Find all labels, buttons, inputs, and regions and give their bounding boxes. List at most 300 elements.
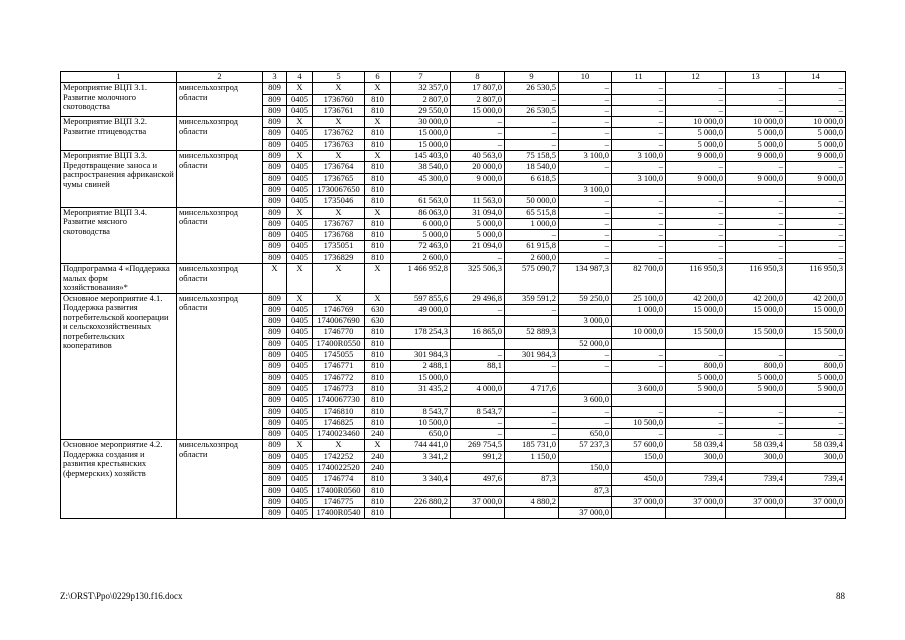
- code-cell: Х: [365, 207, 391, 218]
- code-cell: 0405: [287, 496, 313, 507]
- table-row: [61, 293, 846, 304]
- amount-cell: –: [726, 406, 786, 417]
- code-cell: 1746769: [313, 304, 365, 315]
- column-number: 7: [391, 72, 451, 83]
- amount-cell: –: [726, 350, 786, 361]
- code-cell: 810: [365, 350, 391, 361]
- amount-cell: [786, 508, 846, 519]
- amount-cell: 5 000,0: [391, 230, 451, 241]
- amount-cell: 61 563,0: [391, 196, 451, 207]
- amount-cell: –: [666, 105, 726, 116]
- amount-cell: 20 000,0: [451, 162, 505, 173]
- code-cell: 810: [365, 94, 391, 105]
- amount-cell: –: [666, 429, 726, 440]
- amount-cell: 15 000,0: [786, 304, 846, 315]
- amount-cell: 15 000,0: [451, 105, 505, 116]
- code-cell: Х: [365, 151, 391, 162]
- amount-cell: [612, 463, 666, 474]
- amount-cell: 10 000,0: [726, 117, 786, 128]
- amount-cell: 4 000,0: [451, 383, 505, 394]
- code-cell: Х: [313, 207, 365, 218]
- amount-cell: –: [559, 252, 612, 263]
- amount-cell: –: [559, 218, 612, 229]
- amount-cell: –: [726, 241, 786, 252]
- amount-cell: –: [559, 406, 612, 417]
- amount-cell: –: [612, 252, 666, 263]
- code-cell: 0405: [287, 406, 313, 417]
- code-cell: Х: [365, 440, 391, 451]
- amount-cell: –: [505, 128, 559, 139]
- amount-cell: 650,0: [559, 429, 612, 440]
- amount-cell: 5 000,0: [451, 218, 505, 229]
- amount-cell: 9 000,0: [786, 173, 846, 184]
- amount-cell: 300,0: [666, 451, 726, 462]
- amount-cell: 497,6: [451, 474, 505, 485]
- amount-cell: 450,0: [612, 474, 666, 485]
- page-footer: [60, 591, 845, 605]
- amount-cell: 5 000,0: [726, 372, 786, 383]
- code-cell: 0405: [287, 196, 313, 207]
- amount-cell: –: [612, 105, 666, 116]
- amount-cell: 5 000,0: [726, 128, 786, 139]
- amount-cell: –: [559, 117, 612, 128]
- amount-cell: 11 563,0: [451, 196, 505, 207]
- amount-cell: 61 915,8: [505, 241, 559, 252]
- program-name: Основное мероприятие 4.1. Поддержка развития потребительской кооперации и сельскохозяйственных потребительских кооперативов: [61, 293, 177, 440]
- code-cell: 0405: [287, 361, 313, 372]
- code-cell: Х: [365, 83, 391, 94]
- code-cell: Х: [287, 293, 313, 304]
- code-cell: 1746825: [313, 417, 365, 428]
- amount-cell: –: [451, 429, 505, 440]
- amount-cell: –: [666, 350, 726, 361]
- amount-cell: –: [612, 207, 666, 218]
- code-cell: 809: [263, 207, 287, 218]
- amount-cell: –: [451, 139, 505, 150]
- amount-cell: [726, 485, 786, 496]
- amount-cell: –: [786, 94, 846, 105]
- code-cell: Х: [287, 264, 313, 294]
- amount-cell: 185 731,0: [505, 440, 559, 451]
- code-cell: 1736763: [313, 139, 365, 150]
- amount-cell: [612, 508, 666, 519]
- amount-cell: 58 039,4: [786, 440, 846, 451]
- amount-cell: –: [666, 94, 726, 105]
- code-cell: 1746774: [313, 474, 365, 485]
- code-cell: 809: [263, 338, 287, 349]
- amount-cell: –: [612, 117, 666, 128]
- amount-cell: –: [786, 429, 846, 440]
- code-cell: 809: [263, 440, 287, 451]
- amount-cell: –: [451, 350, 505, 361]
- amount-cell: 116 950,3: [666, 264, 726, 294]
- amount-cell: 5 000,0: [451, 230, 505, 241]
- amount-cell: [559, 327, 612, 338]
- amount-cell: –: [786, 162, 846, 173]
- amount-cell: 1 466 952,8: [391, 264, 451, 294]
- program-name: Мероприятие ВЦП 3.1. Развитие молочного скотоводства: [61, 83, 177, 117]
- amount-cell: 116 950,3: [726, 264, 786, 294]
- code-cell: 810: [365, 196, 391, 207]
- amount-cell: –: [612, 128, 666, 139]
- amount-cell: 301 984,3: [505, 350, 559, 361]
- amount-cell: –: [666, 162, 726, 173]
- code-cell: 1740067690: [313, 316, 365, 327]
- code-cell: 0405: [287, 383, 313, 394]
- amount-cell: 5 000,0: [786, 128, 846, 139]
- code-cell: Х: [287, 83, 313, 94]
- amount-cell: –: [451, 417, 505, 428]
- amount-cell: 150,0: [612, 451, 666, 462]
- amount-cell: 29 496,8: [451, 293, 505, 304]
- amount-cell: [726, 184, 786, 195]
- amount-cell: 9 000,0: [786, 151, 846, 162]
- column-number: 11: [612, 72, 666, 83]
- code-cell: 810: [365, 474, 391, 485]
- amount-cell: 9 000,0: [726, 173, 786, 184]
- amount-cell: 6 000,0: [391, 218, 451, 229]
- amount-cell: –: [612, 196, 666, 207]
- amount-cell: [391, 338, 451, 349]
- code-cell: 1740022520: [313, 463, 365, 474]
- amount-cell: [391, 184, 451, 195]
- code-cell: 0405: [287, 316, 313, 327]
- amount-cell: 59 250,0: [559, 293, 612, 304]
- amount-cell: 10 000,0: [612, 327, 666, 338]
- amount-cell: –: [505, 139, 559, 150]
- amount-cell: [451, 184, 505, 195]
- amount-cell: [786, 395, 846, 406]
- amount-cell: [666, 485, 726, 496]
- table-row: [61, 117, 846, 128]
- amount-cell: 15 000,0: [666, 304, 726, 315]
- amount-cell: –: [666, 218, 726, 229]
- amount-cell: [391, 463, 451, 474]
- code-cell: 1746810: [313, 406, 365, 417]
- amount-cell: [451, 395, 505, 406]
- amount-cell: 6 618,5: [505, 173, 559, 184]
- page-number: 88: [836, 591, 845, 601]
- table-row: [61, 440, 846, 451]
- code-cell: 1736767: [313, 218, 365, 229]
- amount-cell: 3 600,0: [559, 395, 612, 406]
- amount-cell: 21 094,0: [451, 241, 505, 252]
- code-cell: 17400R0560: [313, 485, 365, 496]
- code-cell: 809: [263, 230, 287, 241]
- amount-cell: 1 000,0: [505, 218, 559, 229]
- code-cell: 809: [263, 463, 287, 474]
- amount-cell: –: [786, 105, 846, 116]
- amount-cell: 16 865,0: [451, 327, 505, 338]
- amount-cell: [559, 383, 612, 394]
- amount-cell: 301 984,3: [391, 350, 451, 361]
- amount-cell: –: [612, 350, 666, 361]
- amount-cell: 87,3: [559, 485, 612, 496]
- amount-cell: [612, 184, 666, 195]
- amount-cell: 18 540,0: [505, 162, 559, 173]
- amount-cell: 739,4: [666, 474, 726, 485]
- amount-cell: 37 000,0: [559, 508, 612, 519]
- amount-cell: 739,4: [786, 474, 846, 485]
- amount-cell: 2 807,0: [451, 94, 505, 105]
- code-cell: 0405: [287, 463, 313, 474]
- amount-cell: [666, 338, 726, 349]
- amount-cell: 739,4: [726, 474, 786, 485]
- amount-cell: [451, 316, 505, 327]
- code-cell: 809: [263, 173, 287, 184]
- amount-cell: [505, 508, 559, 519]
- amount-cell: –: [612, 94, 666, 105]
- code-cell: 0405: [287, 395, 313, 406]
- amount-cell: 3 341,2: [391, 451, 451, 462]
- code-cell: 0405: [287, 128, 313, 139]
- code-cell: 809: [263, 105, 287, 116]
- code-cell: 810: [365, 417, 391, 428]
- amount-cell: [666, 316, 726, 327]
- amount-cell: 2 600,0: [505, 252, 559, 263]
- code-cell: 0405: [287, 372, 313, 383]
- code-cell: 1735046: [313, 196, 365, 207]
- program-name: Мероприятие ВЦП 3.3. Предотвращение заноса и распространения африканской чумы свиней: [61, 151, 177, 207]
- amount-cell: [666, 463, 726, 474]
- amount-cell: –: [666, 207, 726, 218]
- amount-cell: –: [612, 361, 666, 372]
- column-number: 1: [61, 72, 177, 83]
- amount-cell: –: [726, 429, 786, 440]
- amount-cell: [726, 395, 786, 406]
- code-cell: 810: [365, 508, 391, 519]
- code-cell: 809: [263, 372, 287, 383]
- amount-cell: –: [559, 139, 612, 150]
- amount-cell: –: [559, 207, 612, 218]
- amount-cell: [559, 372, 612, 383]
- amount-cell: –: [559, 196, 612, 207]
- code-cell: 809: [263, 162, 287, 173]
- amount-cell: –: [726, 252, 786, 263]
- amount-cell: [786, 184, 846, 195]
- amount-cell: [505, 338, 559, 349]
- amount-cell: [612, 338, 666, 349]
- amount-cell: 134 987,3: [559, 264, 612, 294]
- amount-cell: –: [451, 117, 505, 128]
- code-cell: 0405: [287, 230, 313, 241]
- amount-cell: 87,3: [505, 474, 559, 485]
- executor-name: минсельхозпрод области: [177, 264, 263, 294]
- amount-cell: –: [505, 304, 559, 315]
- code-cell: 240: [365, 463, 391, 474]
- code-cell: 810: [365, 230, 391, 241]
- amount-cell: –: [786, 417, 846, 428]
- code-cell: 0405: [287, 327, 313, 338]
- amount-cell: –: [505, 361, 559, 372]
- code-cell: Х: [287, 440, 313, 451]
- amount-cell: 1 150,0: [505, 451, 559, 462]
- code-cell: 1735051: [313, 241, 365, 252]
- amount-cell: –: [559, 230, 612, 241]
- code-cell: 240: [365, 429, 391, 440]
- amount-cell: [391, 508, 451, 519]
- code-cell: 809: [263, 128, 287, 139]
- amount-cell: –: [786, 230, 846, 241]
- amount-cell: –: [726, 94, 786, 105]
- table-row: [61, 207, 846, 218]
- code-cell: 1736764: [313, 162, 365, 173]
- amount-cell: [451, 372, 505, 383]
- amount-cell: 5 000,0: [726, 139, 786, 150]
- amount-cell: [391, 316, 451, 327]
- amount-cell: 15 000,0: [391, 128, 451, 139]
- amount-cell: 10 500,0: [391, 417, 451, 428]
- amount-cell: –: [559, 162, 612, 173]
- amount-cell: [559, 496, 612, 507]
- code-cell: 810: [365, 372, 391, 383]
- amount-cell: 5 900,0: [786, 383, 846, 394]
- code-cell: Х: [313, 293, 365, 304]
- amount-cell: [559, 474, 612, 485]
- amount-cell: 57 237,3: [559, 440, 612, 451]
- amount-cell: [451, 338, 505, 349]
- amount-cell: –: [666, 406, 726, 417]
- amount-cell: 9 000,0: [666, 151, 726, 162]
- code-cell: 809: [263, 241, 287, 252]
- amount-cell: –: [505, 417, 559, 428]
- amount-cell: 575 090,7: [505, 264, 559, 294]
- amount-cell: 37 000,0: [666, 496, 726, 507]
- code-cell: 1746771: [313, 361, 365, 372]
- code-cell: 809: [263, 417, 287, 428]
- code-cell: 0405: [287, 485, 313, 496]
- amount-cell: 5 000,0: [666, 139, 726, 150]
- code-cell: 1746772: [313, 372, 365, 383]
- amount-cell: 15 000,0: [726, 304, 786, 315]
- code-cell: Х: [313, 117, 365, 128]
- amount-cell: 15 000,0: [391, 372, 451, 383]
- amount-cell: 10 500,0: [612, 417, 666, 428]
- amount-cell: 300,0: [726, 451, 786, 462]
- code-cell: 240: [365, 451, 391, 462]
- program-name: Подпрограмма 4 «Поддержка малых форм хозяйствования»*: [61, 264, 177, 294]
- code-cell: Х: [287, 151, 313, 162]
- amount-cell: 650,0: [391, 429, 451, 440]
- code-cell: 809: [263, 139, 287, 150]
- amount-cell: 38 540,0: [391, 162, 451, 173]
- code-cell: 17400R0540: [313, 508, 365, 519]
- amount-cell: 15 500,0: [726, 327, 786, 338]
- column-number: 10: [559, 72, 612, 83]
- code-cell: 809: [263, 485, 287, 496]
- amount-cell: 82 700,0: [612, 264, 666, 294]
- column-number: 8: [451, 72, 505, 83]
- amount-cell: [505, 485, 559, 496]
- code-cell: 810: [365, 361, 391, 372]
- code-cell: 809: [263, 406, 287, 417]
- code-cell: 810: [365, 218, 391, 229]
- code-cell: 630: [365, 316, 391, 327]
- code-cell: 1736761: [313, 105, 365, 116]
- amount-cell: –: [451, 252, 505, 263]
- amount-cell: [726, 463, 786, 474]
- budget-table: [60, 71, 846, 519]
- amount-cell: 29 550,0: [391, 105, 451, 116]
- amount-cell: –: [612, 139, 666, 150]
- column-number: 6: [365, 72, 391, 83]
- code-cell: 1730067650: [313, 184, 365, 195]
- amount-cell: 2 807,0: [391, 94, 451, 105]
- amount-cell: 3 100,0: [559, 151, 612, 162]
- code-cell: 809: [263, 451, 287, 462]
- amount-cell: [505, 372, 559, 383]
- code-cell: 810: [365, 128, 391, 139]
- code-cell: 1742252: [313, 451, 365, 462]
- amount-cell: –: [786, 252, 846, 263]
- program-name: Основное мероприятие 4.2. Поддержка создания и развития крестьянских (фермерских) хозяйств: [61, 440, 177, 519]
- amount-cell: –: [726, 105, 786, 116]
- code-cell: 810: [365, 241, 391, 252]
- code-cell: 810: [365, 406, 391, 417]
- amount-cell: 25 100,0: [612, 293, 666, 304]
- amount-cell: –: [786, 196, 846, 207]
- amount-cell: 32 357,0: [391, 83, 451, 94]
- amount-cell: –: [505, 429, 559, 440]
- amount-cell: 325 506,3: [451, 264, 505, 294]
- code-cell: 810: [365, 327, 391, 338]
- amount-cell: [391, 395, 451, 406]
- amount-cell: –: [559, 361, 612, 372]
- executor-name: минсельхозпрод области: [177, 83, 263, 117]
- amount-cell: –: [786, 83, 846, 94]
- amount-cell: –: [666, 252, 726, 263]
- amount-cell: –: [505, 230, 559, 241]
- amount-cell: [726, 316, 786, 327]
- code-cell: 809: [263, 496, 287, 507]
- code-cell: 0405: [287, 252, 313, 263]
- column-number: 2: [177, 72, 263, 83]
- code-cell: 0405: [287, 105, 313, 116]
- program-name: Мероприятие ВЦП 3.2. Развитие птицеводства: [61, 117, 177, 151]
- amount-cell: –: [786, 406, 846, 417]
- code-cell: 0405: [287, 139, 313, 150]
- code-cell: 1746773: [313, 383, 365, 394]
- amount-cell: [786, 485, 846, 496]
- amount-cell: 31 094,0: [451, 207, 505, 218]
- amount-cell: 57 600,0: [612, 440, 666, 451]
- code-cell: Х: [287, 117, 313, 128]
- code-cell: 810: [365, 252, 391, 263]
- code-cell: 1736762: [313, 128, 365, 139]
- amount-cell: [726, 508, 786, 519]
- amount-cell: 72 463,0: [391, 241, 451, 252]
- amount-cell: [391, 485, 451, 496]
- column-number: 4: [287, 72, 313, 83]
- amount-cell: 800,0: [786, 361, 846, 372]
- column-number-row: [61, 72, 846, 83]
- code-cell: 0405: [287, 94, 313, 105]
- amount-cell: [666, 508, 726, 519]
- amount-cell: 3 000,0: [559, 316, 612, 327]
- code-cell: 1745055: [313, 350, 365, 361]
- code-cell: 810: [365, 105, 391, 116]
- code-cell: 810: [365, 338, 391, 349]
- program-name: Мероприятие ВЦП 3.4. Развитие мясного скотоводства: [61, 207, 177, 263]
- amount-cell: [612, 316, 666, 327]
- amount-cell: 37 000,0: [726, 496, 786, 507]
- column-number: 14: [786, 72, 846, 83]
- amount-cell: –: [612, 83, 666, 94]
- code-cell: 809: [263, 316, 287, 327]
- amount-cell: –: [559, 94, 612, 105]
- amount-cell: [505, 395, 559, 406]
- executor-name: минсельхозпрод области: [177, 151, 263, 207]
